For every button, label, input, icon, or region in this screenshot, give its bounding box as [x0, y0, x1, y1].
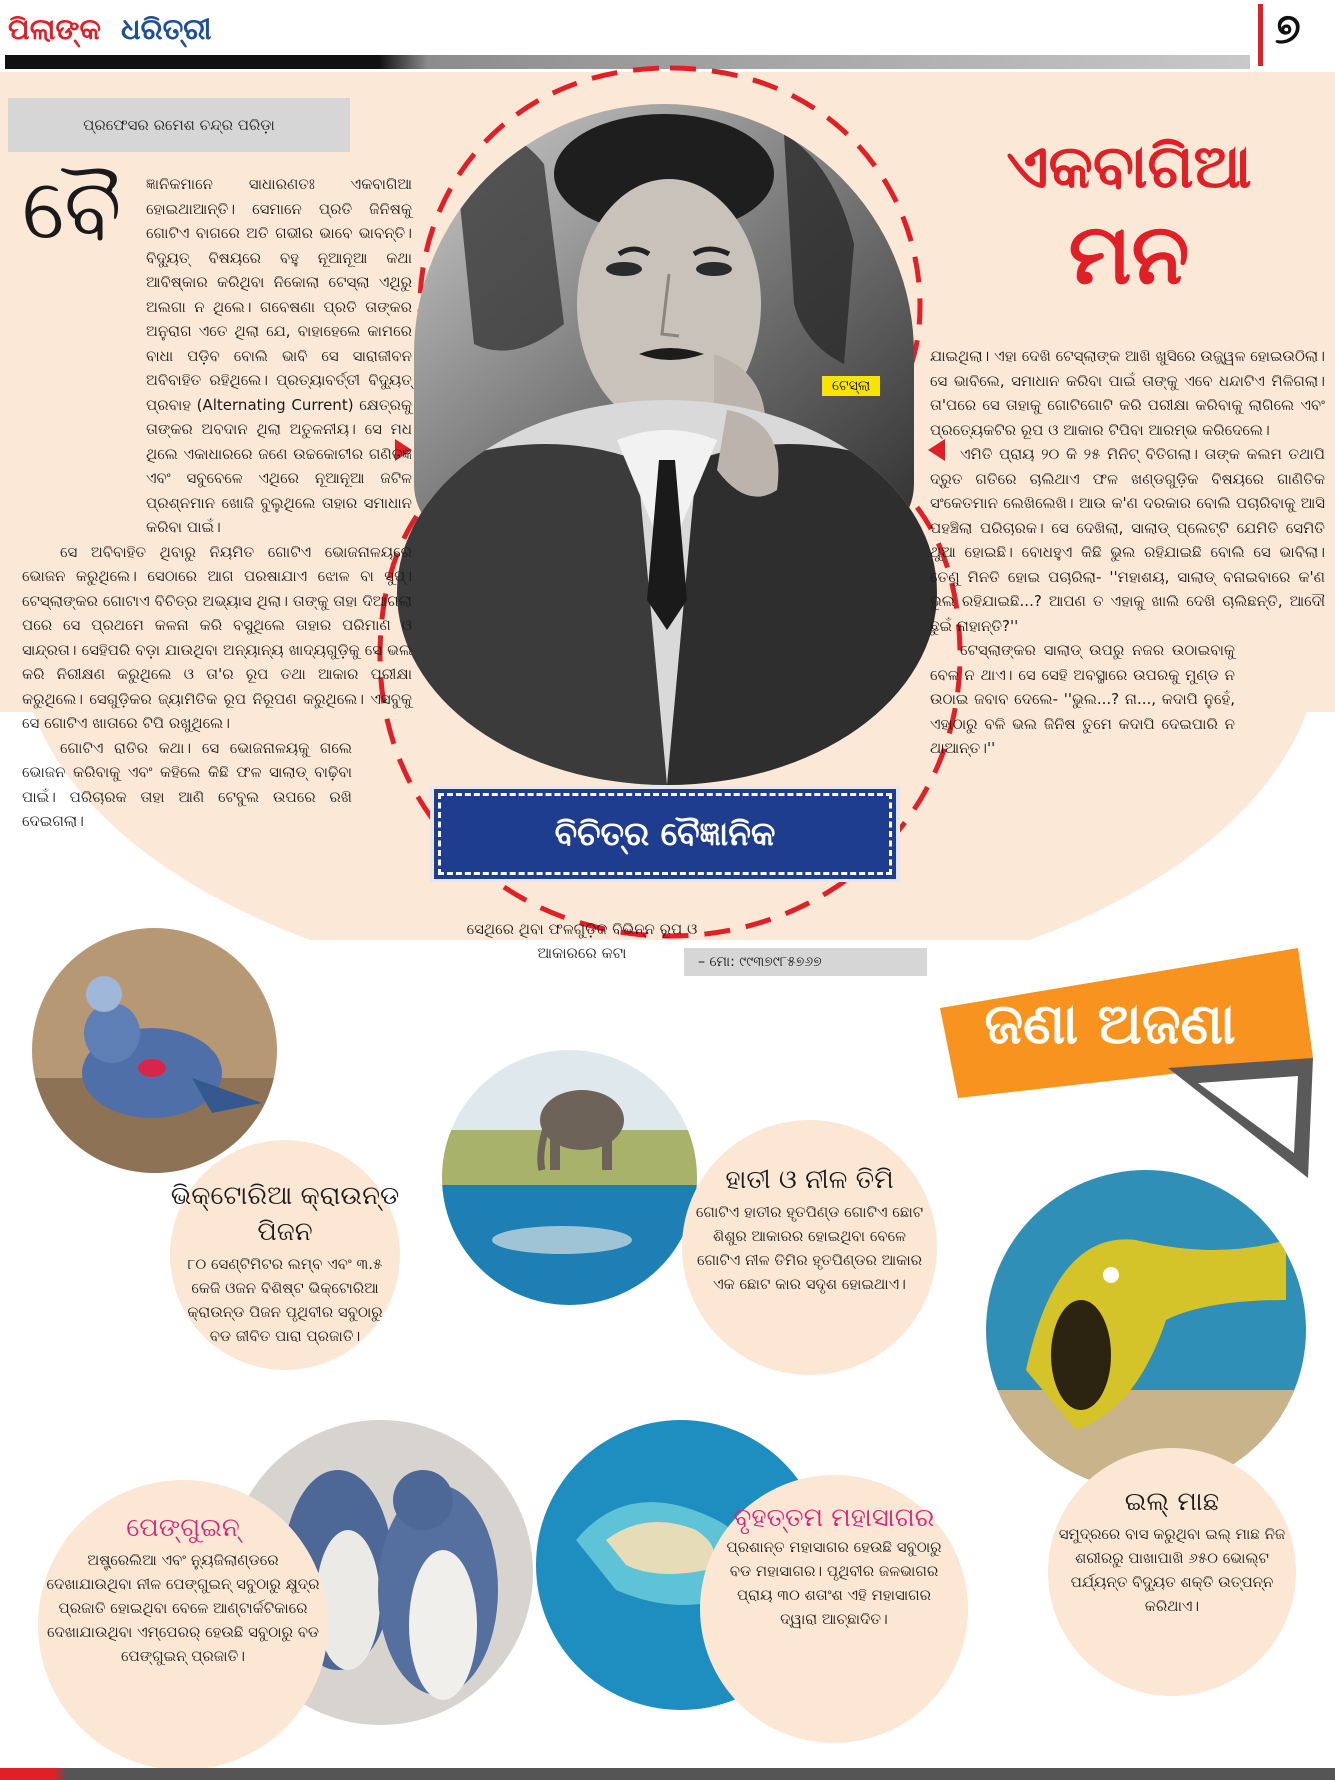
article-paragraph: ଟେସ୍‌ଲାଙ୍କର ସାଲାଡ୍ ଉପରୁ ନଜର ଉଠାଇବାକୁ ବେଳ ନ ଥାଏ। ସେ ସେହି ଅବସ୍ଥାରେ ଉପରକୁ ମୁଣ୍ଡ ନ ଉଠାଇ ଜବାବ ଦେଲେ- ''ଭୁଲ...? ନା..., କଦାପି ନୁହେଁ, ଏହାଠାରୁ ବଳି ଭଲ ଜିନିଷ ତୁମେ କଦାପି ଦେଇପାରି ନ ଥାଆନ୍ତ।'' — [930, 641, 1235, 757]
author-phone: – ମୋ: ୯୯୩୭୯୮୫୭୬୭ — [684, 948, 927, 976]
author-byline: ପ୍ରଫେସର ରମେଶ ଚନ୍ଦ୍ର ପରିଡ଼ା — [8, 98, 350, 152]
article-right-column — [930, 344, 1325, 761]
fact-title: ପେଙ୍ଗୁଇନ୍ — [126, 1513, 240, 1543]
masthead — [8, 8, 212, 50]
elephant-whale-photo — [442, 1050, 697, 1305]
fact-title: ବୃହତ୍ତମ ମହାସାଗର — [733, 1503, 935, 1533]
article-paragraph: ଏମିତି ପ୍ରାୟ ୨୦ କି ୨୫ ମିନିଟ୍ ବିତିଗଲା। ତାଙ୍କ କଲମ ତଥାପି ଦ୍ରୁତ ଗତିରେ ଚାଲିଥାଏ ଫଳ ଖଣ୍ଡଗୁଡ଼ିକ ବିଷୟରେ ଗାଣିତିକ ସଂକେତମାନ ଲେଖିଲେଖି। ଆଉ କ'ଣ ଦରକାର ବୋଲି ପଚାରିବାକୁ ଆସି ପହଞ୍ଚିଲା ପରିଚାରକ। ସେ ଦେଖିଲା, ସାଲାଡ୍ ପ୍ଲେଟ୍‌ଟି ଯେମିତି ସେମିତି ଥୁଆ ହୋଇଛି। ବୋଧହୁଏ କିଛି ଭୁଲ ରହିଯାଇଛି ବୋଲି ସେ ଭାବିଲା। ତେଣୁ ମିନତି ହୋଇ ପଚାରିଲା- ''ମହାଶୟ, ସାଲାଡ୍ ବନାଇବାରେ କ'ଣ ଭୁଲ ରହିଯାଇଛି...? ଆପଣ ତ ଏହାକୁ ଖାଲି ଦେଖି ଚାଲିଛନ୍ତି, ଆଦୌ ଛୁଇଁ ନାହାନ୍ତି?'' — [930, 445, 1325, 635]
article-paragraph: ଜ୍ଞାନିକମାନେ ସାଧାରଣତଃ ଏକବାଗିଆ ହୋଇଥାଆନ୍ତି। ସେମାନେ ପ୍ରତି ଜିନିଷକୁ ଗୋଟିଏ ବାଗରେ ଅତି ଗଭୀର ଭାବେ ଭାବନ୍ତି। ବିଦ୍ୟୁତ୍ ବିଷୟରେ ବହୁ ନୂଆନୂଆ କଥା ଆବିଷ୍କାର କରିଥିବା ନିକୋଲା ଟେସ୍‌ଲା ଏଥିରୁ ଅଲଗା ନ ଥିଲେ। ଗବେଷଣା ପ୍ରତି ତାଙ୍କର ଅନୁରାଗ ଏତେ ଥିଲା ଯେ, ବାହାହେଲେ କାମରେ ବାଧା ପଡ଼ିବ ବୋଲି ଭାବି ସେ ସାରାଜୀବନ ଅବିବାହିତ ରହିଥିଲେ। ପ୍ରତ୍ୟାବର୍ତ୍ତୀ ବିଦ୍ୟୁତ୍ ପ୍ରବାହ (Alternating Current) କ୍ଷେତ୍ରକୁ ତାଙ୍କର ଅବଦାନ ଥିଲା ଅତୁଳନୀୟ। ସେ ମଧ ଥିଲେ ଏକାଧାରରେ ଜଣେ ଉଚ୍ଚକୋଟୀର ଗଣିତଜ୍ଞ ଏବଂ ସବୁବେଳେ ଏଥିରେ ନୂଆନୂଆ ଜଟିଳ ପ୍ରଶ୍ନମାନ ଖୋଜି ବୁଲୁଥିଲେ ତାହାର ସମାଧାନ କରିବା ପାଇଁ। — [146, 175, 412, 536]
fact-title: ଭିକ୍ଟୋରିଆ କ୍ରାଉନ୍ଡ ପିଜନ — [170, 1181, 400, 1247]
article-left-column — [22, 172, 412, 834]
article-paragraph: ଯାଇଥିଲା। ଏହା ଦେଖି ଟେସ୍‌ଲାଙ୍କ ଆଖି ଖୁସିରେ ଉଜ୍ଜ୍ୱଳ ହୋଇଉଠିଲା। ସେ ଭାବିଲେ, ସମାଧାନ କରିବା ପାଇଁ ତାଙ୍କୁ ଏବେ ଧନ୍ଦାଟିଏ ମିଳିଗଲା। ତା'ପରେ ସେ ତାହାକୁ ଗୋଟିଗୋଟି କରି ପରୀକ୍ଷା କରିବାକୁ ଲାଗିଲେ ଏବଂ ପ୍ରତ୍ୟେକଟିର ରୂପ ଓ ଆକାର ଟିପିବା ଆରମ୍ଭ କରିଦେଲେ। — [930, 347, 1325, 439]
feature-banner: ବିଚିତ୍ର ବୈଜ୍ଞାନିକ — [438, 793, 892, 875]
fact-card-eel — [1048, 1448, 1296, 1696]
page-number: ୭ — [1275, 4, 1301, 53]
article-continued-text: ସେଥିରେ ଥିବା ଫଳଗୁଡ଼ିକ ବିଭିନ୍ନ ରୂପ ଓ ଆକାରରେ କଟା — [466, 920, 698, 962]
article-paragraph: ସେ ଅବିବାହିତ ଥିବାରୁ ନିୟମିତ ଗୋଟିଏ ଭୋଜନାଳୟରେ ଭୋଜନ କରୁଥିଲେ। ସେଠାରେ ଆଗ ପରଷାଯାଏ ଝୋଳ ବା ସୁପ୍। ଟେସ୍‌ଲାଙ୍କର ଗୋଟାଏ ବିଚିତ୍ର ଅଭ୍ୟାସ ଥିଲା। ତାଙ୍କୁ ତାହା ଦିଆଗଲା ପରେ ସେ ପ୍ରଥମେ କଳନା କରି ବସୁଥିଲେ ତାହାର ପରିମାଣ ଓ ସାନ୍ଦ୍ରତା। ସେହିପରି ବଡ଼ା ଯାଉଥିବା ଅନ୍ୟାନ୍ୟ ଖାଦ୍ୟଗୁଡ଼ିକୁ ସେ ଭଲ କରି ନିରୀକ୍ଷଣ କରୁଥିଲେ ଓ ତା'ର ରୂପ ତଥା ଆକାର ପରୀକ୍ଷା କରୁଥିଲେ। ସେଗୁଡ଼ିକର ଜ୍ୟାମିତିକ ରୂପ ନିରୂପଣ କରୁଥିଲେ। ଏସବୁକୁ ସେ ଗୋଟିଏ ଖାତାରେ ଟିପି ରଖୁଥିଲେ। — [22, 542, 412, 732]
fact-text: ସମୁଦ୍ରରେ ବାସ କରୁଥିବା ଇଲ୍ ମାଛ ନିଜ ଶରୀରରୁ ପାଖାପାଖି ୬୫୦ ଭୋଲ୍ଟ ପର୍ଯ୍ୟନ୍ତ ବିଦ୍ୟୁତ ଶକ୍ତି ଉତ୍ପନ୍ନ କରିଥାଏ। — [1058, 1525, 1286, 1615]
fact-card-penguin — [38, 1480, 328, 1770]
drop-cap: ବୈ — [22, 160, 122, 258]
feature-title-line2: ମନ — [1068, 204, 1190, 303]
article-paragraph: ଗୋଟିଏ ରାତିର କଥା। ସେ ଭୋଜନାଳୟକୁ ଗଲେ ଭୋଜନ କରିବାକୁ ଏବଂ କହିଲେ କିଛି ଫଳ ସାଲାଡ୍ ବାଢ଼ିବା ପାଇଁ। ପରିଚାରକ ତାହା ଆଣି ଟେବୁଲ ଉପରେ ରଖି ଦେଇଗଲା। — [22, 738, 352, 830]
photo-caption: ଟେସ୍‌ଲା — [822, 376, 880, 396]
masthead-part-b: ଧରିତ୍ରୀ — [121, 12, 212, 46]
masthead-part-a: ପିଲାଙ୍କ — [8, 12, 101, 46]
fact-title: ହାତୀ ଓ ନୀଳ ତିମି — [725, 1165, 894, 1195]
pigeon-photo — [32, 928, 277, 1173]
fact-title: ଇଲ୍ ମାଛ — [1124, 1487, 1220, 1517]
fact-text: ୮୦ ସେଣ୍ଟିମିଟର ଲମ୍ବ ଏବଂ ୩.୫ କେଜି ଓଜନ ବିଶିଷ୍ଟ ଭିକ୍ଟୋରିଆ କ୍ରାଉନ୍ଡ ପିଜନ ପୃଥିବୀର ସବୁଠାରୁ ବଡ ଜୀବିତ ପାରା ପ୍ରଜାତି। — [187, 1255, 383, 1345]
fact-text: ଅଷ୍ଟ୍ରେଲିଆ ଏବଂ ନ୍ୟୁଜିଲାଣ୍ଡରେ ଦେଖାଯାଉଥିବା ନୀଳ ପେଙ୍ଗୁଇନ୍ ସବୁଠାରୁ କ୍ଷୁଦ୍ର ପ୍ରଜାତି ହୋଇଥିବା ବେଳେ ଆଣ୍ଟାର୍କଟିକାରେ ଦେଖାଯାଉଥିବା ଏମ୍ପେରର୍ ହେଉଛି ସବୁଠାରୁ ବଡ ପେଙ୍ଗୁଇନ୍ ପ୍ରଜାତି। — [46, 1551, 320, 1665]
tesla-portrait-lower — [397, 400, 937, 785]
eel-photo — [986, 1170, 1306, 1490]
fact-card-pigeon — [170, 1140, 400, 1370]
footer-rule — [0, 1768, 1335, 1780]
feature-title — [944, 128, 1314, 302]
fact-text: ପ୍ରଶାନ୍ତ ମହାସାଗର ହେଉଛି ସବୁଠାରୁ ବଡ ମହାସାଗର। ପୃଥିବୀର ଜଳଭାଗର ପ୍ରାୟ ୩୦ ଶତାଂଶ ଏହି ମହାସାଗର ଦ୍ୱାରା ଆଚ୍ଛାଦିତ। — [726, 1538, 942, 1628]
section-title: ଜଣା ଅଜଣା — [984, 992, 1236, 1057]
fact-card-ocean — [700, 1475, 968, 1743]
fact-card-elephant-whale — [682, 1120, 937, 1375]
feature-title-line1: ଏକବାଗିଆ — [1006, 132, 1252, 202]
fact-text: ଗୋଟିଏ ହାତୀର ହୃତପିଣ୍ଡ ଗୋଟିଏ ଛୋଟ ଶିଶୁର ଆକାରର ହୋଇଥିବା ବେଳେ ଗୋଟିଏ ନୀଳ ତିମିର ହୃତପିଣ୍ଡର ଆକାର ଏକ ଛୋଟ କାର ସଦୃଶ ହୋଇଥାଏ। — [695, 1203, 924, 1293]
header-red-divider — [1258, 4, 1263, 66]
